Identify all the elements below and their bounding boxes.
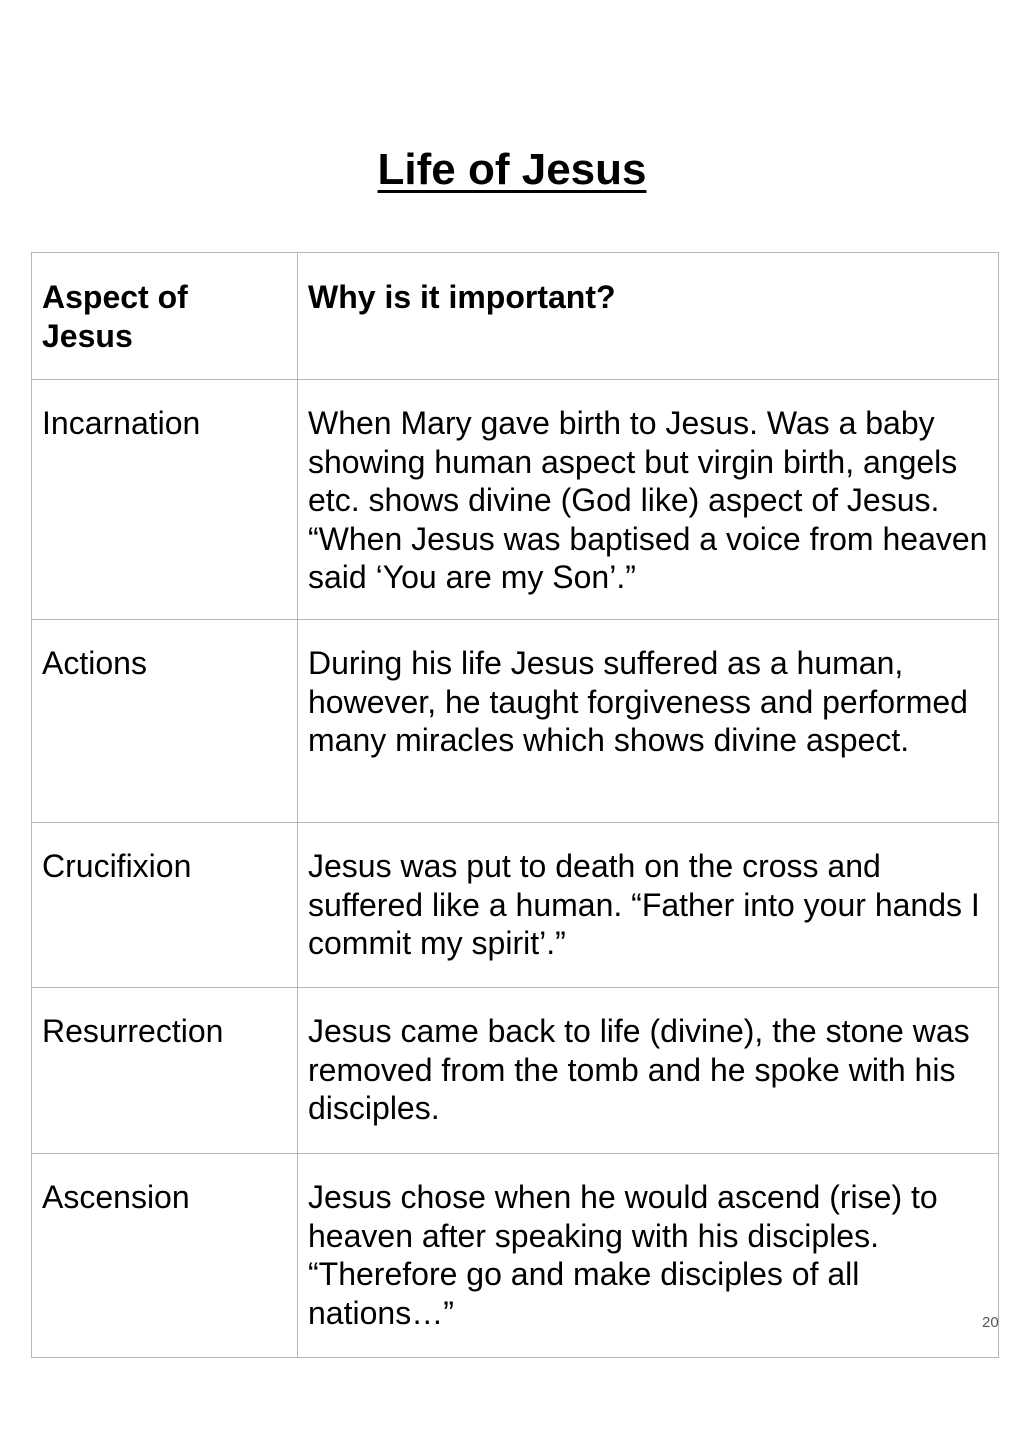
aspect-cell: Actions <box>32 620 298 823</box>
header-importance: Why is it important? <box>298 253 999 380</box>
aspect-cell: Crucifixion <box>32 823 298 988</box>
table-row <box>32 1154 999 1358</box>
table-row <box>32 620 999 823</box>
aspect-cell: Incarnation <box>32 380 298 620</box>
page-title: Life of Jesus <box>377 145 647 194</box>
table-header-row <box>32 253 999 380</box>
importance-cell: Jesus came back to life (divine), the stone was removed from the tomb and he spoke with his disciples. <box>298 988 999 1154</box>
table-row <box>32 380 999 620</box>
aspect-cell: Resurrection <box>32 988 298 1154</box>
importance-cell: During his life Jesus suffered as a human, however, he taught forgiveness and performed many miracles which shows divine aspect. <box>298 620 999 823</box>
table-row <box>32 823 999 988</box>
importance-cell: Jesus was put to death on the cross and suffered like a human. “Father into your hands I commit my spirit’.” <box>298 823 999 988</box>
aspect-cell: Ascension <box>32 1154 298 1358</box>
life-of-jesus-table <box>31 252 999 1358</box>
importance-cell: When Mary gave birth to Jesus. Was a baby showing human aspect but virgin birth, angels etc. shows divine (God like) aspect of Jesus. “When Jesus was baptised a voice from heaven said ‘You are my Son’.” <box>298 380 999 620</box>
importance-cell: Jesus chose when he would ascend (rise) to heaven after speaking with his disciples. “Therefore go and make disciples of all nations…” <box>298 1154 999 1358</box>
page-number: 20 <box>982 1314 999 1331</box>
header-aspect: Aspect of Jesus <box>32 253 298 380</box>
table-row <box>32 988 999 1154</box>
